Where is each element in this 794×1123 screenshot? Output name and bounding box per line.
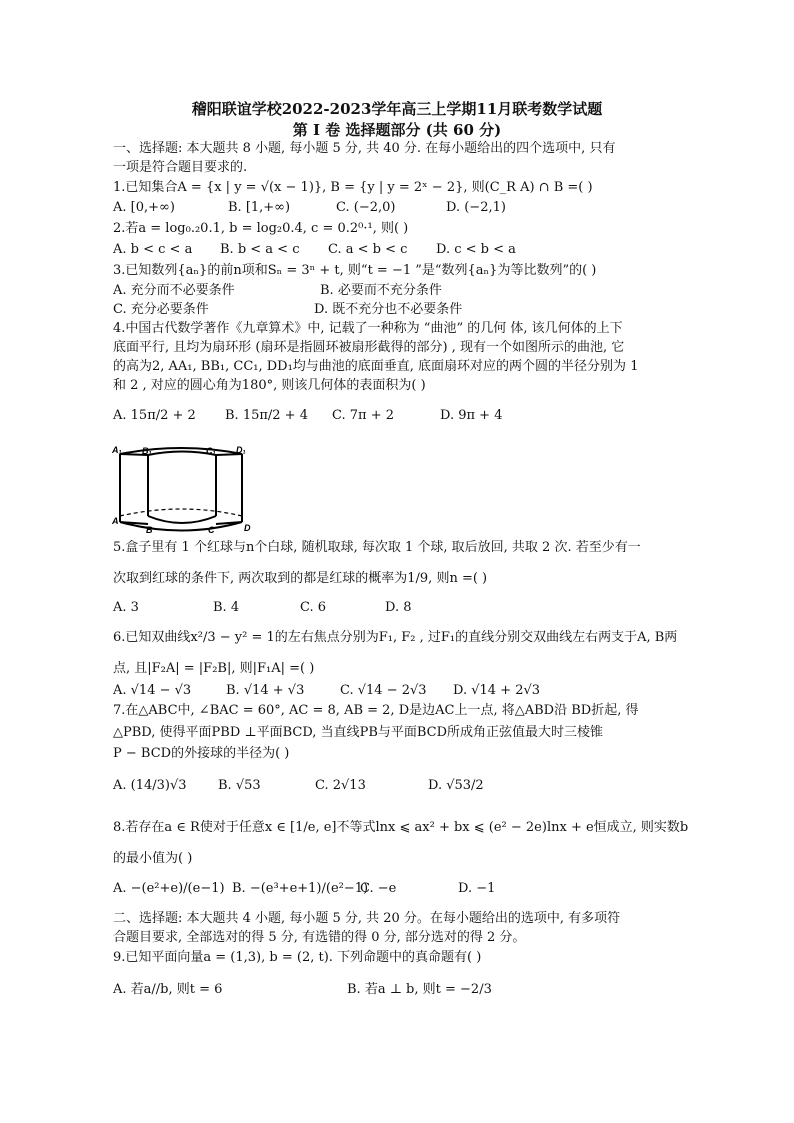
label-A: A <box>112 516 119 526</box>
q1-option-a: A. [0,+∞) <box>113 200 175 215</box>
q5-line1: 5.盒子里有 1 个红球与n个白球, 随机取球, 每次取 1 个球, 取后放回, 共取 2 次. 若至少有一 <box>113 540 641 555</box>
q6-option-a: A. √14 − √3 <box>113 683 192 698</box>
label-A1: A₁ <box>112 445 122 455</box>
q1-stem: 1.已知集合A = {x | y = √(x − 1)}, B = {y | y = 2ˣ − 2}, 则(C_R A) ∩ B =( ) <box>113 180 593 195</box>
q8-option-b: B. −(e³+e+1)/(e²−1) <box>232 881 369 896</box>
q8-option-c: C. −e <box>360 881 397 896</box>
curved-pool-figure <box>112 444 254 536</box>
q4-line2: 底面平行, 且均为扇环形 (扇环是指圆环被扇形截得的部分) , 现有一个如图所示的曲池, 它 <box>113 340 625 355</box>
q7-option-d: D. √53/2 <box>428 778 484 793</box>
q3-option-b: B. 必要而不充分条件 <box>320 283 442 298</box>
q4-line1: 4.中国古代数学著作《九章算术》中, 记载了一种称为 “曲池” 的几何 体, 该几何体的上下 <box>113 321 623 336</box>
q4-option-c: C. 7π + 2 <box>332 408 394 423</box>
exam-title: 稽阳联谊学校2022-2023学年高三上学期11月联考数学试题 <box>191 100 603 118</box>
q4-option-d: D. 9π + 4 <box>440 408 503 423</box>
exam-subtitle: 第 I 卷 选择题部分 (共 60 分) <box>292 121 502 139</box>
q6-option-d: D. √14 + 2√3 <box>453 683 541 698</box>
q7-line1: 7.在△ABC中, ∠BAC = 60°, AC = 8, AB = 2, D是边AC上一点, 将△ABD沿 BD折起, 得 <box>113 703 639 718</box>
hidden-dashed-arc <box>120 509 242 516</box>
q2-option-a: A. b < c < a <box>113 242 193 257</box>
q8-line2: 的最小值为( ) <box>113 851 193 866</box>
q7-option-a: A. (14/3)√3 <box>113 778 187 793</box>
q6-line1: 6.已知双曲线x²/3 − y² = 1的左右焦点分别为F₁, F₂ , 过F₁的直线分别交双曲线左右两支于A, B两 <box>113 630 678 645</box>
section2-intro-line1: 二、选择题: 本大题共 4 小题, 每小题 5 分, 共 20 分。在每小题给出的选项中, 有多项符 <box>113 911 621 926</box>
q7-line3: P − BCD的外接球的半径为( ) <box>113 746 290 761</box>
q3-stem: 3.已知数列{aₙ}的前n项和Sₙ = 3ⁿ + t, 则“t = −1 ”是“数列{aₙ}为等比数列”的( ) <box>113 263 597 278</box>
label-C: C <box>208 525 215 535</box>
q3-option-a: A. 充分而不必要条件 <box>113 283 235 298</box>
q6-option-b: B. √14 + √3 <box>226 683 305 698</box>
label-B: B <box>146 525 153 535</box>
q4-line3: 的高为2, AA₁, BB₁, CC₁, DD₁均与曲池的底面垂直, 底面扇环对应的两个圆的半径分别为 1 <box>113 359 639 374</box>
q2-stem: 2.若a = log₀.₂0.1, b = log₂0.4, c = 0.2⁰·¹, 则( ) <box>113 221 409 236</box>
q5-option-d: D. 8 <box>385 600 412 615</box>
q7-option-b: B. √53 <box>218 778 261 793</box>
q8-option-a: A. −(e²+e)/(e−1) <box>113 881 225 896</box>
q9-option-a: A. 若a//b, 则t = 6 <box>113 982 223 997</box>
q5-option-b: B. 4 <box>213 600 240 615</box>
q1-option-c: C. (−2,0) <box>336 200 396 215</box>
q5-line2: 次取到红球的条件下, 两次取到的都是红球的概率为1/9, 则n =( ) <box>113 571 488 586</box>
section1-intro-line2: 一项是符合题目要求的. <box>113 160 248 175</box>
q9-stem: 9.已知平面向量a = (1,3), b = (2, t). 下列命题中的真命题有( ) <box>113 950 482 965</box>
q3-option-d: D. 既不充分也不必要条件 <box>314 302 463 317</box>
q5-option-c: C. 6 <box>300 600 327 615</box>
q8-option-d: D. −1 <box>458 881 496 896</box>
q6-option-c: C. √14 − 2√3 <box>340 683 427 698</box>
label-D: D <box>244 523 251 533</box>
q2-option-d: D. c < b < a <box>436 242 516 257</box>
q7-line2: △PBD, 使得平面PBD ⊥平面BCD, 当直线PB与平面BCD所成角正弦值最大时三棱锥 <box>113 725 604 740</box>
q2-option-c: C. a < b < c <box>328 242 408 257</box>
q2-option-b: B. b < a < c <box>220 242 300 257</box>
label-D1: D₁ <box>236 445 246 455</box>
section1-intro-line1: 一、选择题: 本大题共 8 小题, 每小题 5 分, 共 40 分. 在每小题给出的四个选项中, 只有 <box>113 141 616 156</box>
q4-line4: 和 2 , 对应的圆心角为180°, 则该几何体的表面积为( ) <box>113 378 426 393</box>
q3-option-c: C. 充分必要条件 <box>113 302 209 317</box>
q5-option-a: A. 3 <box>113 600 139 615</box>
q8-line1: 8.若存在a ∈ R使对于任意x ∈ [1/e, e]不等式lnx ⩽ ax² + bx ⩽ (e² − 2e)lnx + e恒成立, 则实数b <box>113 820 689 835</box>
q1-option-b: B. [1,+∞) <box>228 200 291 215</box>
q7-option-c: C. 2√13 <box>315 778 366 793</box>
q4-option-b: B. 15π/2 + 4 <box>225 408 308 423</box>
q1-option-d: D. (−2,1) <box>446 200 506 215</box>
label-C1: C₁ <box>206 446 216 456</box>
label-B1: B₁ <box>142 446 152 456</box>
section2-intro-line2: 合题目要求, 全部选对的得 5 分, 有选错的得 0 分, 部分选对的得 2 分。 <box>113 930 526 945</box>
q9-option-b: B. 若a ⊥ b, 则t = −2/3 <box>347 982 492 997</box>
q6-line2: 点, 且|F₂A| = |F₂B|, 则|F₁A| =( ) <box>113 661 315 676</box>
q4-option-a: A. 15π/2 + 2 <box>113 408 196 423</box>
